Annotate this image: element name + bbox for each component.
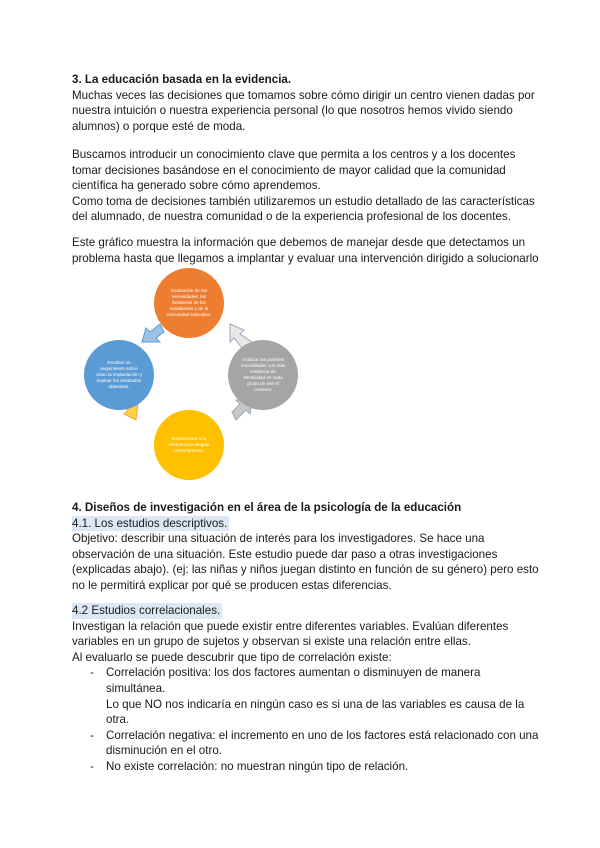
section-4 — [72, 500, 542, 594]
cycle-step-top-label: Evaluación de las necesidades: las fortalezas de los estudiantes y de la comunidad educativa. — [166, 288, 212, 317]
subsection-4-1-heading: 4.1. Los estudios descriptivos. — [72, 516, 228, 530]
text-line: - No existe correlación: no muestran ningún tipo de relación. — [106, 759, 409, 773]
section-3 — [72, 72, 542, 134]
text-line: del alumnado, de nuestra comunidad o de la experiencia profesional de los docentes. — [72, 210, 511, 224]
subsection-4-2 — [72, 603, 542, 775]
arrow-left-top-icon — [142, 324, 164, 342]
section-3-paragraph-3 — [72, 235, 542, 266]
text-line: Este gráfico muestra la información que debemos de manejar desde que detectamos un — [72, 236, 526, 249]
list-item — [72, 665, 542, 727]
text-line: Al evaluarlo se puede descubrir que tipo de correlación existe: — [72, 650, 392, 664]
cycle-step-left-label: Realizar un seguimiento sobre cómo la implantación y evaluar los resultados obtenidos. — [95, 360, 143, 389]
subsection-4-2-paragraph — [72, 619, 542, 666]
text-line: no le permitirá explicar por qué se producen estas diferencias. — [72, 578, 392, 592]
text-line: Buscamos introducir un conocimiento clave que permita a los centros y a los docentes — [72, 148, 516, 161]
section-3-heading: 3. La educación basada en la evidencia. — [72, 73, 292, 86]
text-line: otra. — [106, 713, 130, 727]
text-line: Objetivo: describir una situación de interés para los investigadores. Se hace una — [72, 532, 485, 546]
cycle-step-top — [154, 268, 224, 338]
cycle-step-left — [84, 340, 154, 410]
text-line: - Correlación negativa: el incremento en uno de los factores está relacionado con una — [106, 728, 539, 742]
cycle-step-bottom — [154, 410, 224, 480]
text-line: variables en un grupo de sujetos y observan si existe una relación entre ellas. — [72, 635, 471, 649]
text-line: - Correlación positiva: los dos factores aumentan o disminuyen de manera simultánea. — [106, 666, 481, 695]
text-line: Como toma de decisiones también utilizaremos un estudio detallado de las características — [72, 194, 535, 208]
text-line: problema hasta que llegamos a implantar y evaluar una intervención dirigido a solucionarlo — [72, 251, 539, 265]
text-line: Investigan la relación que puede existir entre diferentes variables. Evalúan diferentes — [72, 619, 509, 633]
cycle-step-bottom-label: Implementar o la intervención elegida correctamente. — [168, 436, 210, 453]
correlation-types-list — [72, 665, 542, 774]
text-line: científica ha generado sobre cómo aprendemos. — [72, 179, 321, 193]
subsection-4-1-paragraph — [72, 531, 542, 593]
section-4-heading: 4. Diseños de investigación en el área de la psicología de la educación — [72, 501, 462, 514]
list-item — [72, 759, 542, 775]
cycle-step-right-label: Analizar las posibles necesidades con más evidencia de efectividad en cada grupo de ese el contexto. — [240, 357, 286, 392]
section-3-paragraph-1 — [72, 88, 542, 135]
text-line: tomar decisiones basándose en el conocimiento de mayor calidad que la comunidad — [72, 163, 506, 177]
section-3-paragraph-2 — [72, 147, 542, 225]
text-line: observación de una situación. Este estudio puede dar paso a otras investigaciones — [72, 547, 498, 561]
cycle-step-right — [228, 340, 298, 410]
list-item — [72, 728, 542, 759]
text-line: alumnos) o porque esté de moda. — [72, 119, 246, 133]
text-line: Lo que NO nos indicaría en ningún caso es si una de las variables es causa de la — [106, 697, 525, 711]
subsection-4-2-heading: 4.2 Estudios correlacionales. — [72, 604, 221, 617]
text-line: (explicadas abajo). (ej: las niñas y niños juegan distinto en función de su género) pero esto — [72, 563, 539, 577]
text-line: nuestra intuición o nuestra experiencia personal (lo que nosotros hemos vivido siendo — [72, 104, 513, 118]
cycle-diagram — [84, 268, 306, 480]
text-line: Muchas veces las decisiones que tomamos sobre cómo dirigir un centro vienen dadas por — [72, 88, 535, 102]
text-line: disminución en el otro. — [106, 744, 222, 758]
